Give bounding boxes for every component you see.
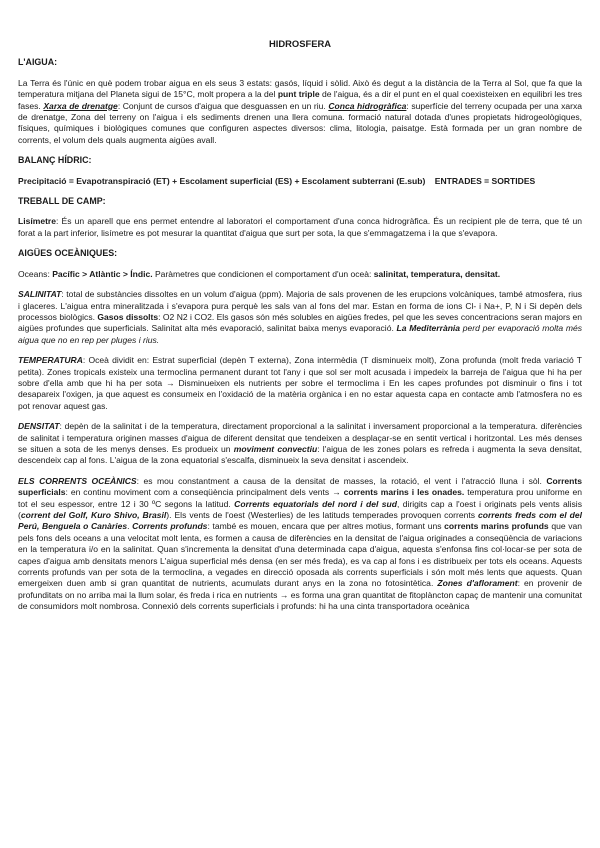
term-corrents-freds: corrents freds com el del Perú, Benguela o Canàries <box>18 510 582 532</box>
text: ). Els vents de l'oest (Westerlies) de les latituds temperades provoquen corrents <box>166 510 478 520</box>
text-italic: perd per evaporació molta més aigua que no en rep per pluges i rius. <box>18 323 583 345</box>
paragraph-oceans <box>18 269 582 280</box>
term-mediterrania: La Mediterrània <box>396 323 461 334</box>
text: : en continu moviment com a conseqüència principalment dels vents → <box>65 487 344 498</box>
page-title: HIDROSFERA <box>269 38 331 49</box>
ocean-parameters: salinitat, temperatura, densitat. <box>373 268 501 279</box>
term-salinitat: SALINITAT <box>18 289 62 300</box>
paragraph-densitat <box>18 421 582 467</box>
term-moviment-convectiu: moviment convectiu <box>233 443 318 454</box>
term-lisimetre: Lisímetre <box>18 216 57 227</box>
text: de l'aigua, és a dir el punt en el qual coexisteixen en equilibri les tres fases. <box>18 89 583 111</box>
term-conca-hidrografica: Conca hidrogràfica <box>328 100 407 111</box>
term-zones-aflorament: Zones d'aflorament <box>437 578 518 589</box>
text: que van pels fons dels oceans a una velocitat molt lenta, es formen a causa de diferències en la densitat de l'aigua originades a conseqüència de variacions en la temperatura i/o en la salinitat. Quan s'incrementa la densitat d'una determinada capa d'aigua, aquesta s'enfonsa fins col·locar-se per sota de capes d'aigua amb densitats menors L'aigua superficial més densa (en ser més freda), es va cap al fons i es distribueix per tots els oceans. Aquests corrents profunds van per sota de la termoclina, a vegades en direcció oposada als corrents superficials i són molt més lents que aquests. Quan emergeixen duen amb si gran quantitat de nutrients, acumulats durant anys en la zona no fotosintètica. <box>18 521 583 589</box>
term-corrent-golf: corrent del Golf, Kuro Shivo, Brasil <box>20 510 167 520</box>
term-xarxa-drenatge: Xarxa de drenatge <box>43 100 118 111</box>
term-corrents-profunds: Corrents profunds <box>132 521 208 532</box>
text: : superfície del terreny ocupada per una xarxa de drenatge, Zona del terreny on l'aigua i els sediments drenen una llera comuna. formació natural dotada d'unes propietats hidrogeològiques, físiques, químiques i biològiques comunes que configuren aspectes diversos: clima, litologia, paisatge. Està formada per un gran nombre de corrents, el volum dels quals augmenta aigües avall. <box>18 100 582 145</box>
paragraph-corrents <box>18 476 582 613</box>
text: . <box>127 521 133 532</box>
balance-formula: Precipitació = Evapotranspiració (ET) + Escolament superficial (ES) + Escolament subterrani (E.sub) ENTRADES = SORTIDES <box>18 175 536 186</box>
text: : l'aigua de les zones polars es refreda i augmenta la seva densitat, descendeix cap al fons. L'aigua de la zona equatorial s'escalfa, disminueix la seva densitat i ascendeix. <box>18 443 583 466</box>
paragraph-aigua <box>18 78 582 146</box>
term-corrents-marins: corrents marins i les onades. <box>343 487 465 498</box>
term-corrents-equatorials: Corrents equatorials del nord i del sud <box>234 498 397 509</box>
text: : en provenir de profunditats on no arriba mai la llum solar, és freda i rica en nutrients → es forma una gran quantitat de fitoplàncton capaç de mantenir una comunitat de consumidors molt nombrosa. Connexió dels corrents superficials i profunds: hi ha una cinta transportadora oceànica <box>18 578 583 612</box>
paragraph-temperatura <box>18 355 582 412</box>
paragraph-lisimetre <box>18 216 582 239</box>
term-corrents-marins-profunds: corrents marins profunds <box>444 521 549 532</box>
text: : es mou constantment a causa de la densitat de masses, la rotació, el vent i l'atracció lluna i sòl. <box>136 475 547 486</box>
term-corrents-superficials: Corrents superficials <box>18 475 582 498</box>
paragraph-balanc-formula <box>18 176 582 187</box>
text: : també es mouen, encara que per altres motius, formant uns <box>207 521 445 532</box>
section-heading-oceaniques: AIGÜES OCEÀNIQUES: <box>18 248 118 259</box>
text: : O2 N2 i CO2. Els gasos són més solubles en aigües fredes, pel que les seves concentracions seran majors en aigües profundes que superficials. Salinitat alta més evaporació, salinitat baixa menys evaporació. <box>18 311 582 334</box>
text: : Conjunt de cursos d'aigua que desguassen en un riu. <box>117 100 329 111</box>
oceans-ranking: Pacífic > Atlàntic > Índic. <box>52 268 153 279</box>
text: Paràmetres que condicionen el comportament d'un oceà: <box>152 268 374 279</box>
bold-term: punt triple <box>277 89 320 100</box>
section-heading-balanc: BALANÇ HÍDRIC: <box>18 155 92 166</box>
text: : És un aparell que ens permet entendre al laboratori el comportament d'una conca hidrogràfica. És un recipient ple de terra, que té un forat a la part inferior, lisímetre es pot mesurar la quantitat d'aigua que surt per sota, la que s'emmagatzema i la que s'evapora. <box>18 216 582 238</box>
text: : depèn de la salinitat i de la temperatura, directament proporcional a la salinitat i inversament proporcional a la temperatura. diferències de salinitat i temperatura originen masses d'aigua de diferent densitat que tendeixen a desplaçar-se en sentit vertical i horitzontal. Les més denses se situen a sota de les menys denses. Es produeix un <box>18 421 582 454</box>
text: La Terra és l'únic en què podem trobar aigua en els seus 3 estats: gasós, líquid i sòlid. Això és degut a la distància de la Terra al Sol, que fa que la temperatura mitjana del Planeta sigui de 15°C, molt propera a la del <box>18 77 582 100</box>
paragraph-salinitat <box>18 289 582 346</box>
text: temperatura prou uniforme en tot el seu espessor, entre 12 i 30 ºC segons la latitud. <box>18 487 582 509</box>
term-corrents-oceanics: ELS CORRENTS OCEÀNICS <box>18 475 137 486</box>
text: : Oceà dividit en: Estrat superficial (depèn T externa), Zona intermèdia (T disminueix molt), Zona profunda (molt freda variació T petita). Zones tropicals existeix una termoclina permanent durant tot l'any i que sol ser molt acusada i impedeix la barreja de l'aigua que hi ha per sobre d'ella amb que hi ha per sota → Disminueixen els nutrients per sobre el termoclima i En les capes profundes pot disminuir o fins i tot desapareix l'oxigen, ja que aquest es consumeix en l'oxidació de la matèria orgànica i en no estar aquesta capa en contacte amb l'atmosfera no es pot renovar aquest gas. <box>18 355 582 411</box>
term-densitat: DENSITAT <box>18 421 60 432</box>
term-temperatura: TEMPERATURA <box>18 355 83 366</box>
text: Oceans: <box>18 268 53 279</box>
term-gasos: Gasos dissolts <box>97 311 159 322</box>
text: , dirigits cap a l'oest i originats pels vents alisis ( <box>18 498 582 520</box>
section-heading-aigua: L'AIGUA: <box>18 57 58 68</box>
text: : total de substàncies dissoltes en un volum d'aigua (ppm). Majoria de sals provenen de les erupcions volcàniques, també atmosfera, rius i glaceres. L'aigua entra mineralitzada i s'evapora pura perquè les sals van al fons del mar. Estan en forma de ions Cl- i Na+, P, N i Si depèn dels processos biològics. <box>18 289 582 322</box>
section-heading-treball: TREBALL DE CAMP: <box>18 196 106 207</box>
